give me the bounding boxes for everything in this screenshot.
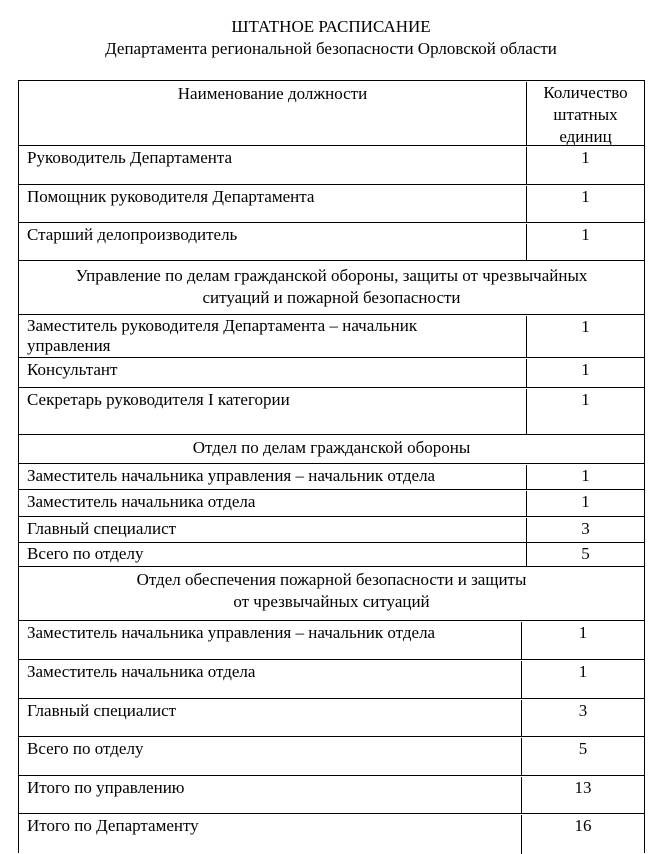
position-name: Руководитель Департамента bbox=[27, 148, 233, 167]
section-header-civil-defense bbox=[18, 434, 645, 463]
document-subtitle: Департамента региональной безопасности Орловской области bbox=[105, 39, 557, 58]
table-row bbox=[18, 698, 645, 736]
position-name: Помощник руководителя Департамента bbox=[27, 187, 315, 206]
staff-count: 1 bbox=[521, 622, 644, 660]
header-count-line1: Количество bbox=[543, 83, 628, 102]
section-header-directorate bbox=[18, 260, 645, 314]
section-title-line2: от чрезвычайных ситуаций bbox=[233, 592, 430, 611]
staff-count: 1 bbox=[526, 186, 644, 223]
position-name: Заместитель начальника управления – начальник отдела bbox=[27, 623, 436, 642]
position-name: Всего по отделу bbox=[27, 739, 144, 758]
position-name: Заместитель начальника управления – начальник отдела bbox=[27, 466, 436, 485]
table-row bbox=[18, 813, 645, 853]
position-name: Консультант bbox=[27, 360, 118, 379]
section-title-line1: Отдел по делам гражданской обороны bbox=[192, 438, 471, 457]
table-row bbox=[18, 357, 645, 387]
header-count-line2: штатных bbox=[553, 105, 618, 124]
table-row bbox=[18, 775, 645, 813]
position-name bbox=[27, 316, 417, 356]
table-row bbox=[18, 387, 645, 434]
table-row bbox=[18, 659, 645, 698]
table-row bbox=[18, 463, 645, 489]
staff-count: 1 bbox=[526, 359, 644, 388]
position-name: Итого по Департаменту bbox=[27, 816, 199, 835]
header-staff-count bbox=[526, 82, 644, 146]
header-count-line3: единиц bbox=[559, 127, 612, 146]
staff-count: 5 bbox=[521, 738, 644, 776]
position-name: Главный специалист bbox=[27, 519, 177, 538]
section-title-line1: Отдел обеспечения пожарной безопасности и защиты bbox=[136, 570, 527, 589]
staff-count: 3 bbox=[521, 700, 644, 737]
section-title-line1: Управление по делам гражданской обороны, защиты от чрезвычайных bbox=[75, 266, 588, 285]
table-row bbox=[18, 516, 645, 542]
position-name: Итого по управлению bbox=[27, 778, 185, 797]
table-row bbox=[18, 145, 645, 184]
staff-count: 1 bbox=[526, 224, 644, 261]
staff-count: 1 bbox=[521, 661, 644, 699]
section-header-fire-safety bbox=[18, 566, 645, 620]
position-name: Старший делопроизводитель bbox=[27, 225, 238, 244]
staff-count: 1 bbox=[526, 491, 644, 517]
staff-count: 1 bbox=[526, 465, 644, 490]
table-row bbox=[18, 222, 645, 260]
position-name-line2: управления bbox=[27, 336, 111, 355]
table-row bbox=[18, 736, 645, 775]
position-name: Всего по отделу bbox=[27, 544, 144, 563]
document-title: ШТАТНОЕ РАСПИСАНИЕ bbox=[231, 17, 431, 36]
table-row bbox=[18, 542, 645, 566]
position-name: Заместитель начальника отдела bbox=[27, 492, 256, 511]
staff-count: 13 bbox=[521, 777, 644, 814]
position-name-line1: Заместитель руководителя Департамента – начальник bbox=[27, 316, 418, 335]
position-name: Секретарь руководителя I категории bbox=[27, 390, 290, 409]
header-position-name: Наименование должности bbox=[177, 84, 368, 103]
position-name: Заместитель начальника отдела bbox=[27, 662, 256, 681]
staff-count: 5 bbox=[526, 543, 644, 566]
table-row bbox=[18, 184, 645, 222]
table-row bbox=[18, 489, 645, 516]
staff-count: 1 bbox=[526, 316, 644, 358]
position-name: Главный специалист bbox=[27, 701, 177, 720]
staff-count: 3 bbox=[526, 518, 644, 543]
table-row bbox=[18, 620, 645, 659]
section-title-line2: ситуаций и пожарной безопасности bbox=[202, 288, 461, 307]
table-header-row bbox=[18, 80, 645, 145]
staff-count: 1 bbox=[526, 389, 644, 435]
staff-count: 16 bbox=[521, 815, 644, 854]
staff-count: 1 bbox=[526, 147, 644, 185]
table-row bbox=[18, 314, 645, 357]
